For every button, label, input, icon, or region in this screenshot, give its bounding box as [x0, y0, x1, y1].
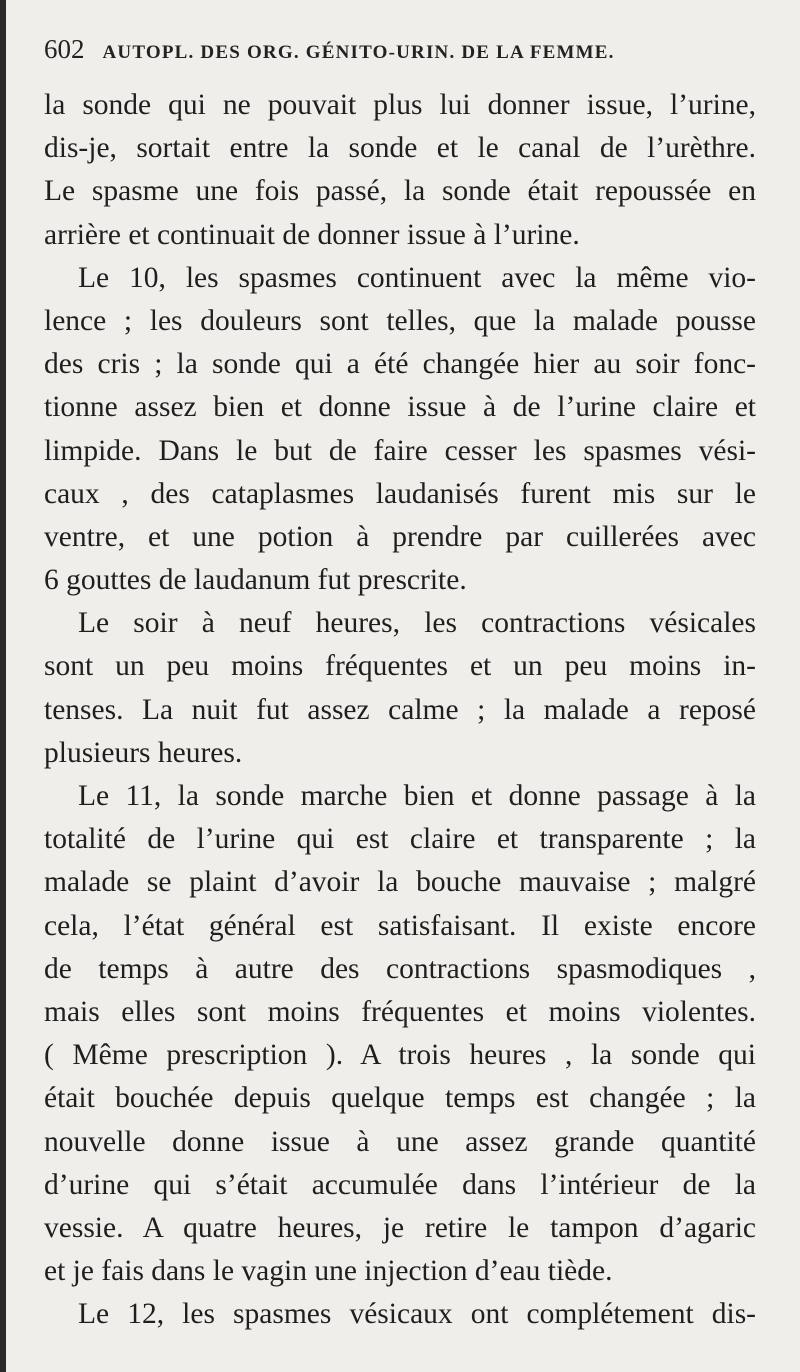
- text-line: Le 11, la sonde marche bien et donne passage à la: [78, 780, 756, 812]
- text-line: 6 gouttes de laudanum fut prescrite.: [44, 564, 467, 597]
- text-line: des cris ; la sonde qui a été changée hier au soir fonc-: [44, 348, 756, 381]
- text-line: dis-je, sortait entre la sonde et le canal de l’urèthre.: [44, 132, 756, 165]
- text-line: tenses. La nuit fut assez calme ; la malade a reposé: [44, 693, 756, 726]
- text-line: Le soir à neuf heures, les contractions vésicales: [78, 607, 756, 640]
- text-line: était bouchée depuis quelque temps est changée ; la: [44, 1082, 756, 1115]
- text-line: caux , des cataplasmes laudanisés furent mis sur le: [44, 477, 756, 510]
- text-line: plusieurs heures.: [44, 736, 243, 769]
- text-line: Le 10, les spasmes continuent avec la même vio-: [78, 261, 756, 294]
- page-number: 602: [44, 34, 85, 64]
- text-line: limpide. Dans le but de faire cesser les spasmes vési-: [44, 434, 756, 467]
- text-line: et je fais dans le vagin une injection d’eau tiède.: [44, 1255, 613, 1288]
- text-line: cela, l’état général est satisfaisant. Il existe encore: [44, 909, 756, 942]
- text-line: mais elles sont moins fréquentes et moins violentes.: [44, 995, 756, 1028]
- running-title: AUTOPL. DES ORG. GÉNITO-URIN. DE LA FEMME.: [102, 42, 615, 63]
- text-line: arrière et continuait de donner issue à l’urine.: [44, 218, 580, 251]
- text-line: malade se plaint d’avoir la bouche mauvaise ; malgré: [44, 866, 756, 899]
- text-line: lence ; les douleurs sont telles, que la malade pousse: [44, 304, 756, 337]
- page-header: [44, 34, 760, 70]
- text-line: la sonde qui ne pouvait plus lui donner issue, l’urine,: [44, 89, 756, 121]
- text-line: ( Même prescription ). A trois heures , la sonde qui: [44, 1039, 756, 1072]
- text-line: vessie. A quatre heures, je retire le tampon d’agaric: [44, 1211, 756, 1244]
- text-line: sont un peu moins fréquentes et un peu moins in-: [44, 650, 756, 683]
- text-line: nouvelle donne issue à une assez grande quantité: [44, 1125, 756, 1158]
- text-line: ventre, et une potion à prendre par cuillerées avec: [44, 520, 756, 553]
- body-text: [44, 84, 756, 1336]
- text-line: totalité de l’urine qui est claire et transparente ; la: [44, 823, 756, 856]
- text-line: Le 12, les spasmes vésicaux ont complétement dis-: [78, 1298, 756, 1331]
- text-line: Le spasme une fois passé, la sonde était repoussée en: [44, 175, 756, 208]
- text-line: de temps à autre des contractions spasmodiques ,: [44, 952, 756, 985]
- page-edge-shadow: [0, 0, 6, 1372]
- text-line: d’urine qui s’était accumulée dans l’intérieur de la: [44, 1168, 756, 1201]
- text-line: tionne assez bien et donne issue à de l’urine claire et: [44, 391, 756, 424]
